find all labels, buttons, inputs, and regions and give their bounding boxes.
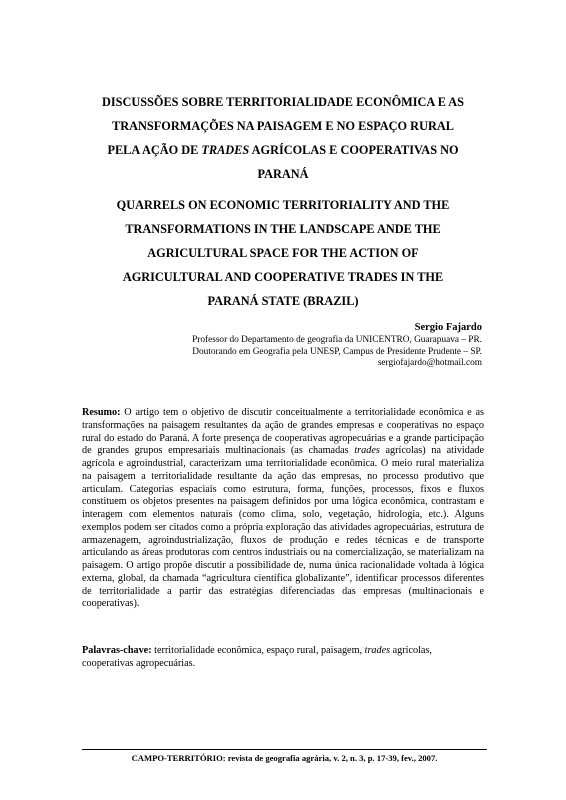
- abstract: [82, 407, 484, 611]
- abstract-text: O artigo tem o objetivo de discutir conceitualmente a territorialidade econômica e as transformações na paisagem resultantes da ação de grandes empresas e cooperativas no espaço rural do estado do Paraná. A forte presença de cooperativas agropecuárias e a grande participação de grandes grupos empresariais multinacionais (as chamadas: [82, 407, 484, 457]
- title-en-line: QUARRELS ON ECONOMIC TERRITORIALITY AND THE: [116, 198, 450, 212]
- title-english: [70, 193, 496, 313]
- abstract-text: agrícolas) na atividade agrícola e agroindustrial, caracterizam uma territorialidade econômica. O meio rural materializa na paisagem a territorialidade resultante da ação das empresas, no processo produtivo que articulam. Categorias espaciais como estrutura, forma, funções, processos, fixos e fluxos constituem os objetos presentes na paisagem definidos por uma lógica econômica, contrastam e interagem com elementos naturais (como clima, solo, vegetação, hidrologia, etc.). Alguns exemplos podem ser citados como a própria exploração das atividades agropecuárias, estrutura de armazenagem, agroindustrialização, fluxos de produção e redes técnicas e de transporte articulando as áreas produtoras com centros industriais ou na comercialização, se materializam na paisagem. O artigo propõe discutir a possibilidade de, numa única racionalidade voltada à lógica externa, global, da chamada “agricultura científica globalizante”, identificar processos diferentes de territorialidade a partir das estratégias diferenciadas das empresas (multinacionais e cooperativas).: [82, 445, 484, 610]
- title-pt-line: [70, 138, 496, 162]
- keywords-text: agrícolas, cooperativas agropecuárias.: [82, 645, 432, 669]
- title-pt-emphasis: TRADES: [201, 143, 250, 157]
- author-affiliation: Doutorando em Geografia pela UNESP, Campus de Presidente Prudente – SP.: [192, 346, 482, 357]
- title-en-line: PARANÁ STATE (BRAZIL): [207, 294, 359, 308]
- title-en-line: AGRICULTURAL AND COOPERATIVE TRADES IN THE: [122, 270, 444, 284]
- title-portuguese: [70, 90, 496, 186]
- keywords-label: Palavras-chave:: [82, 645, 152, 656]
- title-en-line: AGRICULTURAL SPACE FOR THE ACTION OF: [147, 246, 419, 260]
- title-en-line: TRANSFORMATIONS IN THE LANDSCAPE ANDE THE: [125, 222, 441, 236]
- abstract-label: Resumo:: [82, 407, 121, 418]
- keywords: [82, 645, 484, 671]
- title-pt-text: PELA AÇÃO DE: [107, 143, 202, 157]
- author-block: [192, 322, 482, 370]
- title-pt-line: TRANSFORMAÇÕES NA PAISAGEM E NO ESPAÇO RURAL: [112, 119, 454, 133]
- title-pt-line: DISCUSSÕES SOBRE TERRITORIALIDADE ECONÔMICA E AS: [101, 95, 465, 109]
- title-pt-text: AGRÍCOLAS E COOPERATIVAS NO: [249, 143, 459, 157]
- keywords-text: territorialidade econômica, espaço rural, paisagem,: [151, 645, 365, 656]
- title-pt-line: PARANÁ: [257, 167, 309, 181]
- abstract-emphasis: trades: [354, 445, 380, 457]
- footer-divider: [82, 749, 487, 750]
- journal-footer: CAMPO-TERRITÓRIO: revista de geografia agrária, v. 2, n. 3, p. 17-39, fev., 2007.: [131, 753, 438, 763]
- author-name: Sergio Fajardo: [414, 322, 482, 333]
- keywords-emphasis: trades: [364, 645, 391, 656]
- author-email: sergiofajardo@hotmail.com: [377, 358, 482, 369]
- author-affiliation: Professor do Departamento de geografia da UNICENTRO, Guarapuava – PR.: [192, 334, 482, 345]
